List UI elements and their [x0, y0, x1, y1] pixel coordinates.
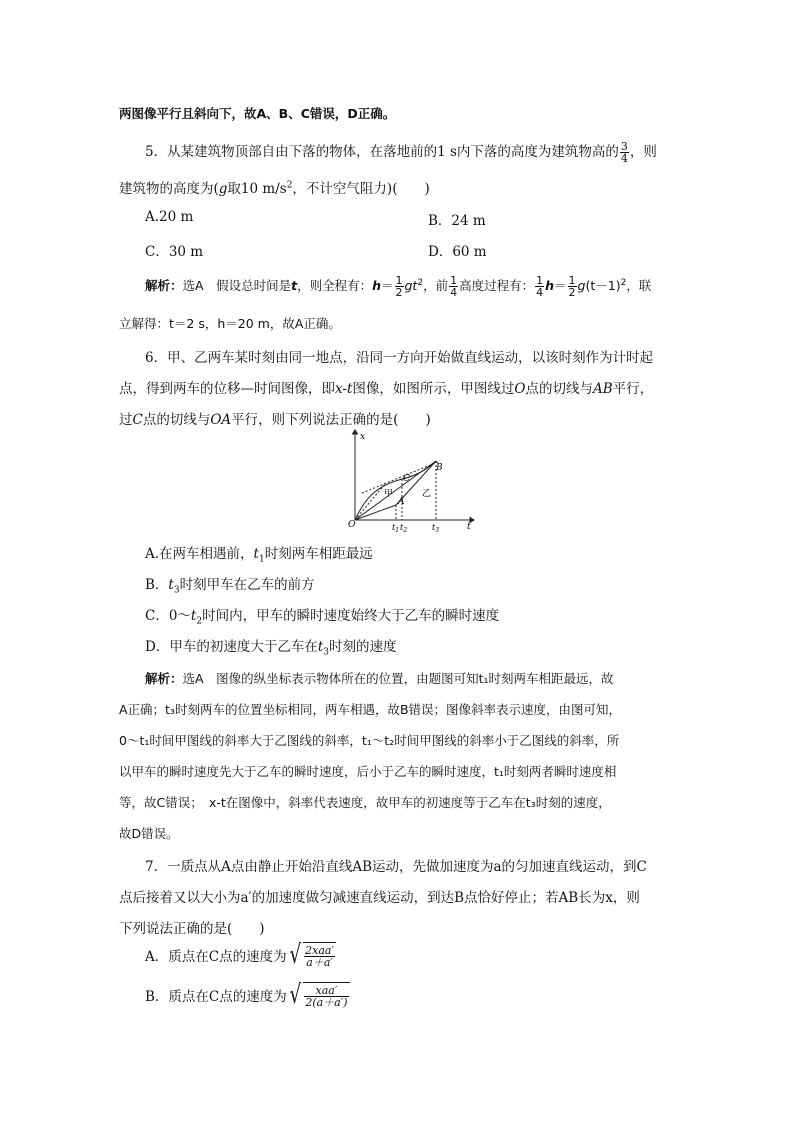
axis-x-label: x — [360, 432, 366, 442]
q5-analysis-line2: 立解得：t＝2 s，h＝20 m，故A正确。 — [119, 316, 341, 331]
q5-option-a: A.20 m — [145, 209, 194, 225]
q7-stem-line3: 下列说法正确的是( ) — [119, 921, 265, 937]
fraction-three-quarters: $\frac{3}{4}$ — [620, 140, 628, 165]
q5-stem-line1: 5．从某建筑物顶部自由下落的物体，在落地前的1 s内下落的高度为建筑物高的 $\frac{3}{4}$ ，则 — [145, 140, 657, 165]
q7-option-b: B．质点在C点的速度为√ $\frac{\text{xaa′}}{2(a+a')}$ — [145, 980, 348, 1010]
xt-graph-figure — [340, 426, 480, 538]
q6-option-b: B．$t_3$时刻甲车在乙车的前方 — [145, 577, 315, 596]
q6-analysis-line4: 以甲车的瞬时速度先大于乙车的瞬时速度，后小于乙车的瞬时速度，t₁时刻两者瞬时速度相 — [119, 764, 617, 779]
tick-t3: $t_3$ — [432, 523, 440, 534]
q6-stem-line2: 点，得到两车的位移—时间图像，即x-t图像，如图所示，甲图线过O点的切线与AB平行， — [119, 381, 654, 397]
q6-analysis-line5: 等，故C错误； x-t在图像中，斜率代表速度，故甲车的初速度等于乙车在t₃时刻的速度， — [119, 795, 611, 810]
label-yi: 乙 — [422, 489, 432, 499]
q6-option-a: A.在两车相遇前，$t_1$时刻两车相距最远 — [145, 546, 373, 565]
q7-option-a: A．质点在C点的速度为√ $\frac{\text{2xaa′}}{a+a'}$ — [145, 940, 334, 970]
point-b-label: B — [436, 463, 443, 473]
fraction-half: $\frac{1}{2}$ — [395, 274, 403, 299]
q6-stem-line1: 6．甲、乙两车某时刻由同一地点，沿同一方向开始做直线运动，以该时刻作为计时起 — [145, 350, 654, 366]
tick-t2: $t_2$ — [400, 523, 408, 534]
fraction-quarter-2: $\frac{1}{4}$ — [536, 274, 544, 299]
sqrt-expression-a: √ $\frac{\text{2xaa′}}{a+a'}$ — [289, 940, 334, 970]
point-c-label: C — [403, 474, 410, 484]
y-axis-arrow — [353, 430, 358, 434]
q7-stem-line1: 7．一质点从A点由静止开始沿直线AB运动，先做加速度为a的匀加速直线运动，到C — [145, 859, 647, 875]
q7-stem-line2: 点后接着又以大小为a′的加速度做匀减速直线运动，到达B点恰好停止；若AB长为x，则 — [119, 890, 640, 906]
q6-option-d: D．甲车的初速度大于乙车在$t_3$时刻的速度 — [145, 639, 397, 658]
label-jia: 甲 — [384, 489, 394, 499]
q5-analysis-line1: 解析：选A 假设总时间是t，则全程有：h＝ $\frac{1}{2}$ $gt^2$，前 $\frac{1}{4}$ 高度过程有： $\frac{1}{4}$ h＝ $\frac{1}{2}$ $g(t-1)^2$，联 — [145, 274, 652, 299]
q5-option-c: C．30 m — [145, 244, 204, 260]
sqrt-expression-b: √ $\frac{\text{xaa′}}{2(a+a')}$ — [289, 980, 348, 1010]
tick-t1: $t_1$ — [392, 523, 400, 534]
origin-label: O — [348, 520, 356, 530]
q6-analysis-line2: A正确；t₃时刻两车的位置坐标相同，两车相遇，故B错误；图像斜率表示速度，由图可知， — [119, 702, 622, 717]
fraction-half-2: $\frac{1}{2}$ — [568, 274, 576, 299]
q5-option-d: D．60 m — [428, 244, 487, 260]
fraction-quarter: $\frac{1}{4}$ — [450, 274, 458, 299]
q6-stem-line3: 过C点的切线与OA平行，则下列说法正确的是( ) — [119, 412, 431, 428]
q6-option-c: C．$0\sim t_2$时间内，甲车的瞬时速度始终大于乙车的瞬时速度 — [145, 608, 500, 627]
q5-stem-line2: 建筑物的高度为(g取10 $m/s^2$，不计空气阻力)( ) — [119, 180, 430, 197]
q5-option-b: B．24 m — [428, 213, 486, 229]
prev-analysis-tail: 两图像平行且斜向下，故A、B、C错误，D正确。 — [119, 106, 396, 121]
point-a-label: A — [398, 497, 405, 507]
q6-analysis-line1: 解析：选A 图像的纵坐标表示物体所在的位置，由题图可知t₁时刻两车相距最远，故 — [145, 671, 614, 686]
q6-analysis-line3: 0～t₁时间甲图线的斜率大于乙图线的斜率，t₁～t₂时间甲图线的斜率小于乙图线的斜率，所 — [119, 733, 620, 748]
q6-analysis-line6: 故D错误。 — [119, 826, 179, 841]
axis-t-label: t — [467, 522, 471, 532]
